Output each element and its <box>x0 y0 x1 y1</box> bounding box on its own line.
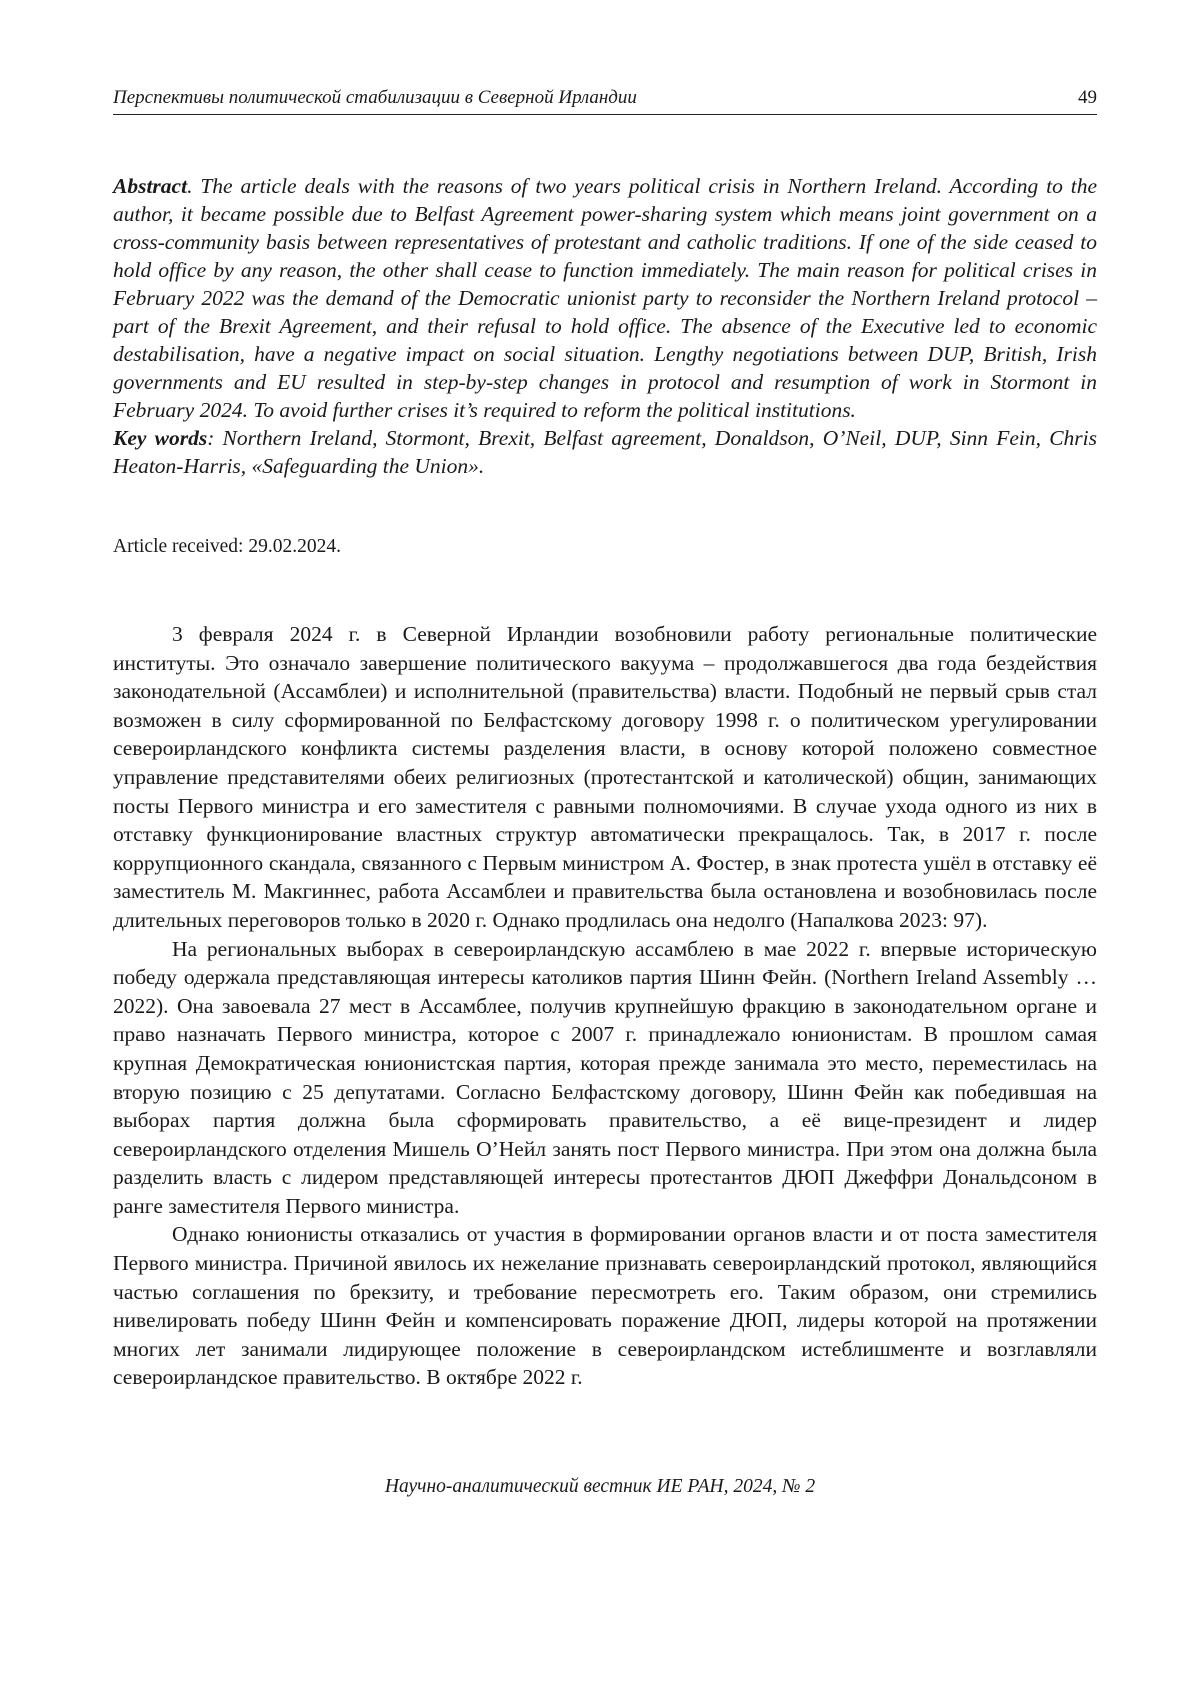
page-number: 49 <box>1078 87 1097 108</box>
abstract-label: Abstract <box>113 174 188 198</box>
keywords-label: Key words <box>113 426 208 450</box>
body-paragraph: Однако юнионисты отказались от участия в формировании органов власти и от поста заместителя Первого министра. Причиной явилось их нежелание признавать североирландский протокол, являющийся частью соглашения по брекзиту, и требование пересмотреть его. Таким образом, они стремились нивелировать победу Шинн Фейн и компенсировать поражение ДЮП, лидеры которой на протяжении многих лет занимали лидирующее положение в североирландском истеблишменте и возглавляли североирландское правительство. В октябре 2022 г. <box>113 1222 1097 1390</box>
abstract-text: . The article deals with the reasons of two years political crisis in Northern Ireland. According to the author, it became possible due to Belfast Agreement power-sharing system which means joint government on a cross-community basis between representatives of protestant and catholic traditions. If one of the side ceased to hold office by any reason, the other shall cease to function immediately. The main reason for political crises in February 2022 was the demand of the Democratic unionist party to reconsider the Northern Ireland protocol – part of the Brexit Agreement, and their refusal to hold office. The absence of the Executive led to economic destabilisation, have a negative impact on social situation. Lengthy negotiations between DUP, British, Irish governments and EU resulted in step-by-step changes in protocol and resumption of work in Stormont in February 2024. To avoid further crises it’s required to reform the political institutions. <box>113 174 1097 422</box>
body-paragraph: 3 февраля 2024 г. в Северной Ирландии возобновили работу региональные политические институты. Это означало завершение политического вакуума – продолжавшегося два года бездействия законодательной (Ассамблеи) и исполнительной (правительства) власти. Подобный не первый срыв стал возможен в силу сформированной по Белфастскому договору 1998 г. о политическом урегулировании североирландского конфликта системы разделения власти, в основу которой положено совместное управление представителями обеих религиозных (протестантской и католической) общин, занимающих посты Первого министра и его заместителя с равными полномочиями. В случае ухода одного из них в отставку функционирование властных структур автоматически прекращалось. Так, в 2017 г. после коррупционного скандала, связанного с Первым министром А. Фостер, в знак протеста ушёл в отставку её заместитель М. Макгиннес, работа Ассамблеи и правительства была остановлена и возобновилась после длительных переговоров только в 2020 г. Однако продлилась она недолго (Напалкова 2023: 97). <box>113 622 1097 932</box>
body-paragraph: На региональных выборах в североирландскую ассамблею в мае 2022 г. впервые историческую победу одержала представляющая интересы католиков партия Шинн Фейн. (Northern Ireland Assembly … 2022). Она завоевала 27 мест в Ассамблее, получив крупнейшую фракцию в законодательном органе и право назначать Первого министра, которое с 2007 г. принадлежало юнионистам. В прошлом самая крупная Демократическая юнионистская партия, которая прежде занимала это место, переместилась на вторую позицию с 25 депутатами. Согласно Белфастскому договору, Шинн Фейн как победившая на выборах партия должна была сформировать правительство, а её вице-президент и лидер североирландского отделения Мишель О’Нейл занять пост Первого министра. При этом она должна была разделить власть с лидером представляющей интересы протестантов ДЮП Джеффри Дональдсоном в ранге заместителя Первого министра. <box>113 936 1097 1218</box>
abstract-paragraph <box>113 172 1097 424</box>
running-header <box>113 86 1097 115</box>
abstract <box>113 172 1097 480</box>
keywords-text: : Northern Ireland, Stormont, Brexit, Belfast agreement, Donaldson, O’Neil, DUP, Sinn Fein, Chris Heaton-Harris, «Safeguarding the Union». <box>113 426 1098 478</box>
running-header-title: Перспективы политической стабилизации в Северной Ирландии <box>113 87 637 108</box>
body-text <box>113 620 1097 1392</box>
keywords-paragraph <box>113 424 1097 480</box>
running-footer: Научно-аналитический вестник ИЕ РАН, 2024, № 2 <box>384 1476 816 1497</box>
article-received: Article received: 29.02.2024. <box>113 536 341 557</box>
